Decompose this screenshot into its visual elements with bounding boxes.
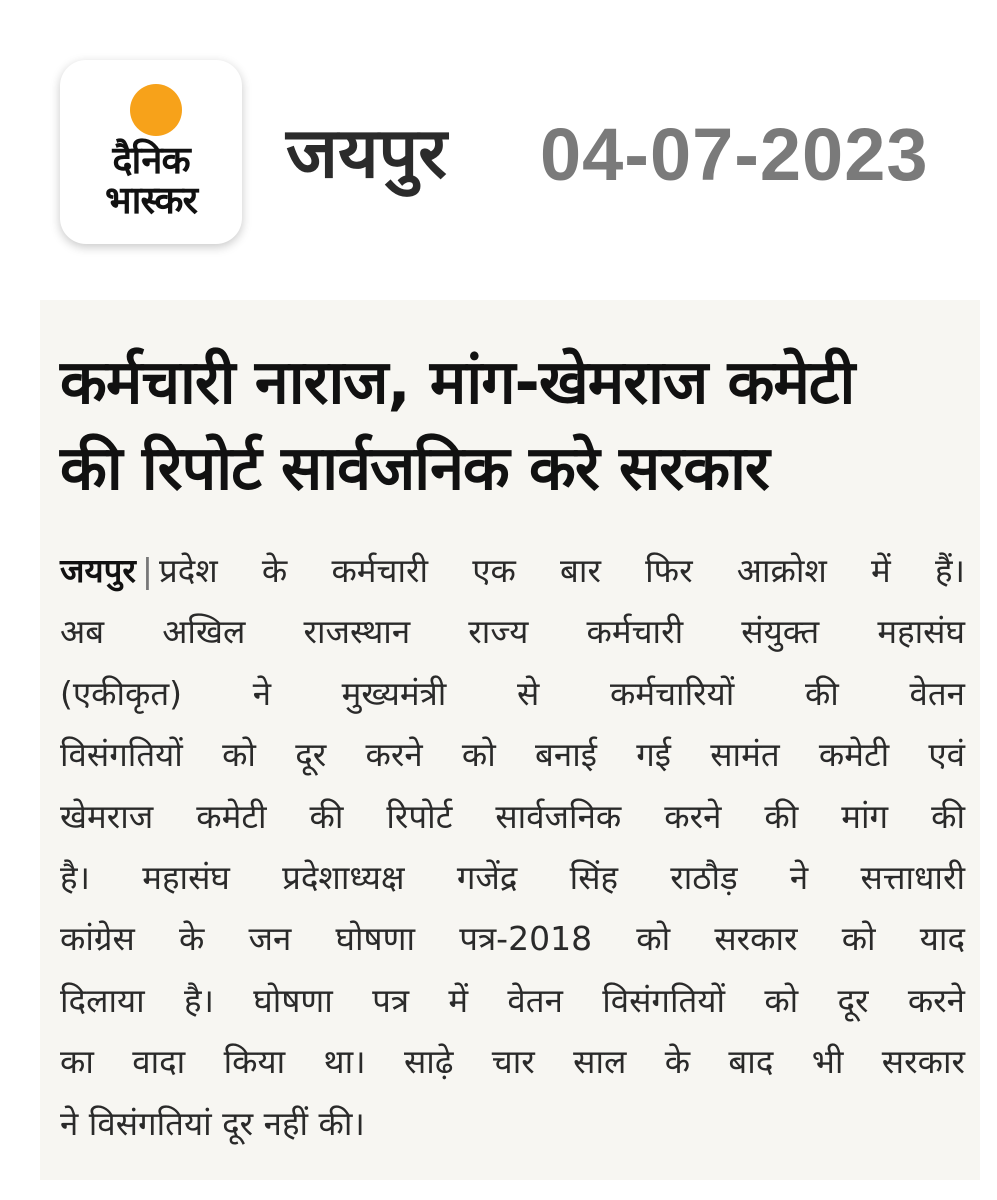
body-line: है। महासंघ प्रदेशाध्यक्ष गजेंद्र सिंह राठौड़ ने सत्ताधारी: [60, 858, 965, 898]
article-headline: [60, 340, 970, 512]
body-line: दिलाया है। घोषणा पत्र में वेतन विसंगतियों को दूर करने: [60, 980, 965, 1020]
body-line: अब अखिल राजस्थान राज्य कर्मचारी संयुक्त महासंघ: [60, 612, 965, 652]
dateline-separator: |: [141, 551, 153, 590]
headline-line-2: की रिपोर्ट सार्वजनिक करे सरकार: [60, 433, 769, 504]
edition-date: 04-07-2023: [540, 113, 929, 196]
body-line-text: प्रदेश के कर्मचारी एक बार फिर आक्रोश में हैं।: [159, 551, 965, 590]
body-line: विसंगतियों को दूर करने को बनाई गई सामंत कमेटी एवं: [60, 735, 965, 775]
logo-text-line1: दैनिक: [112, 138, 190, 182]
body-line: का वादा किया था। साढ़े चार साल के बाद भी सरकार: [60, 1042, 965, 1082]
page-header: [0, 0, 997, 270]
body-line: खेमराज कमेटी की रिपोर्ट सार्वजनिक करने की मांग की: [60, 796, 965, 836]
headline-line-1: कर्मचारी नाराज, मांग-खेमराज कमेटी: [60, 347, 855, 418]
edition-city: जयपुर: [286, 112, 447, 194]
body-line: (एकीकृत) ने मुख्यमंत्री से कर्मचारियों की वेतन: [60, 673, 965, 713]
article-body: [60, 540, 965, 1154]
logo-text-line2: भास्कर: [104, 178, 198, 222]
article-dateline: जयपुर: [60, 551, 136, 590]
dainik-bhaskar-logo: [60, 60, 242, 244]
sun-icon: [130, 84, 182, 136]
body-line: कांग्रेस के जन घोषणा पत्र-2018 को सरकार को याद: [60, 919, 965, 959]
body-line: [60, 540, 965, 601]
body-line: ने विसंगतियां दूर नहीं की।: [60, 1103, 365, 1143]
